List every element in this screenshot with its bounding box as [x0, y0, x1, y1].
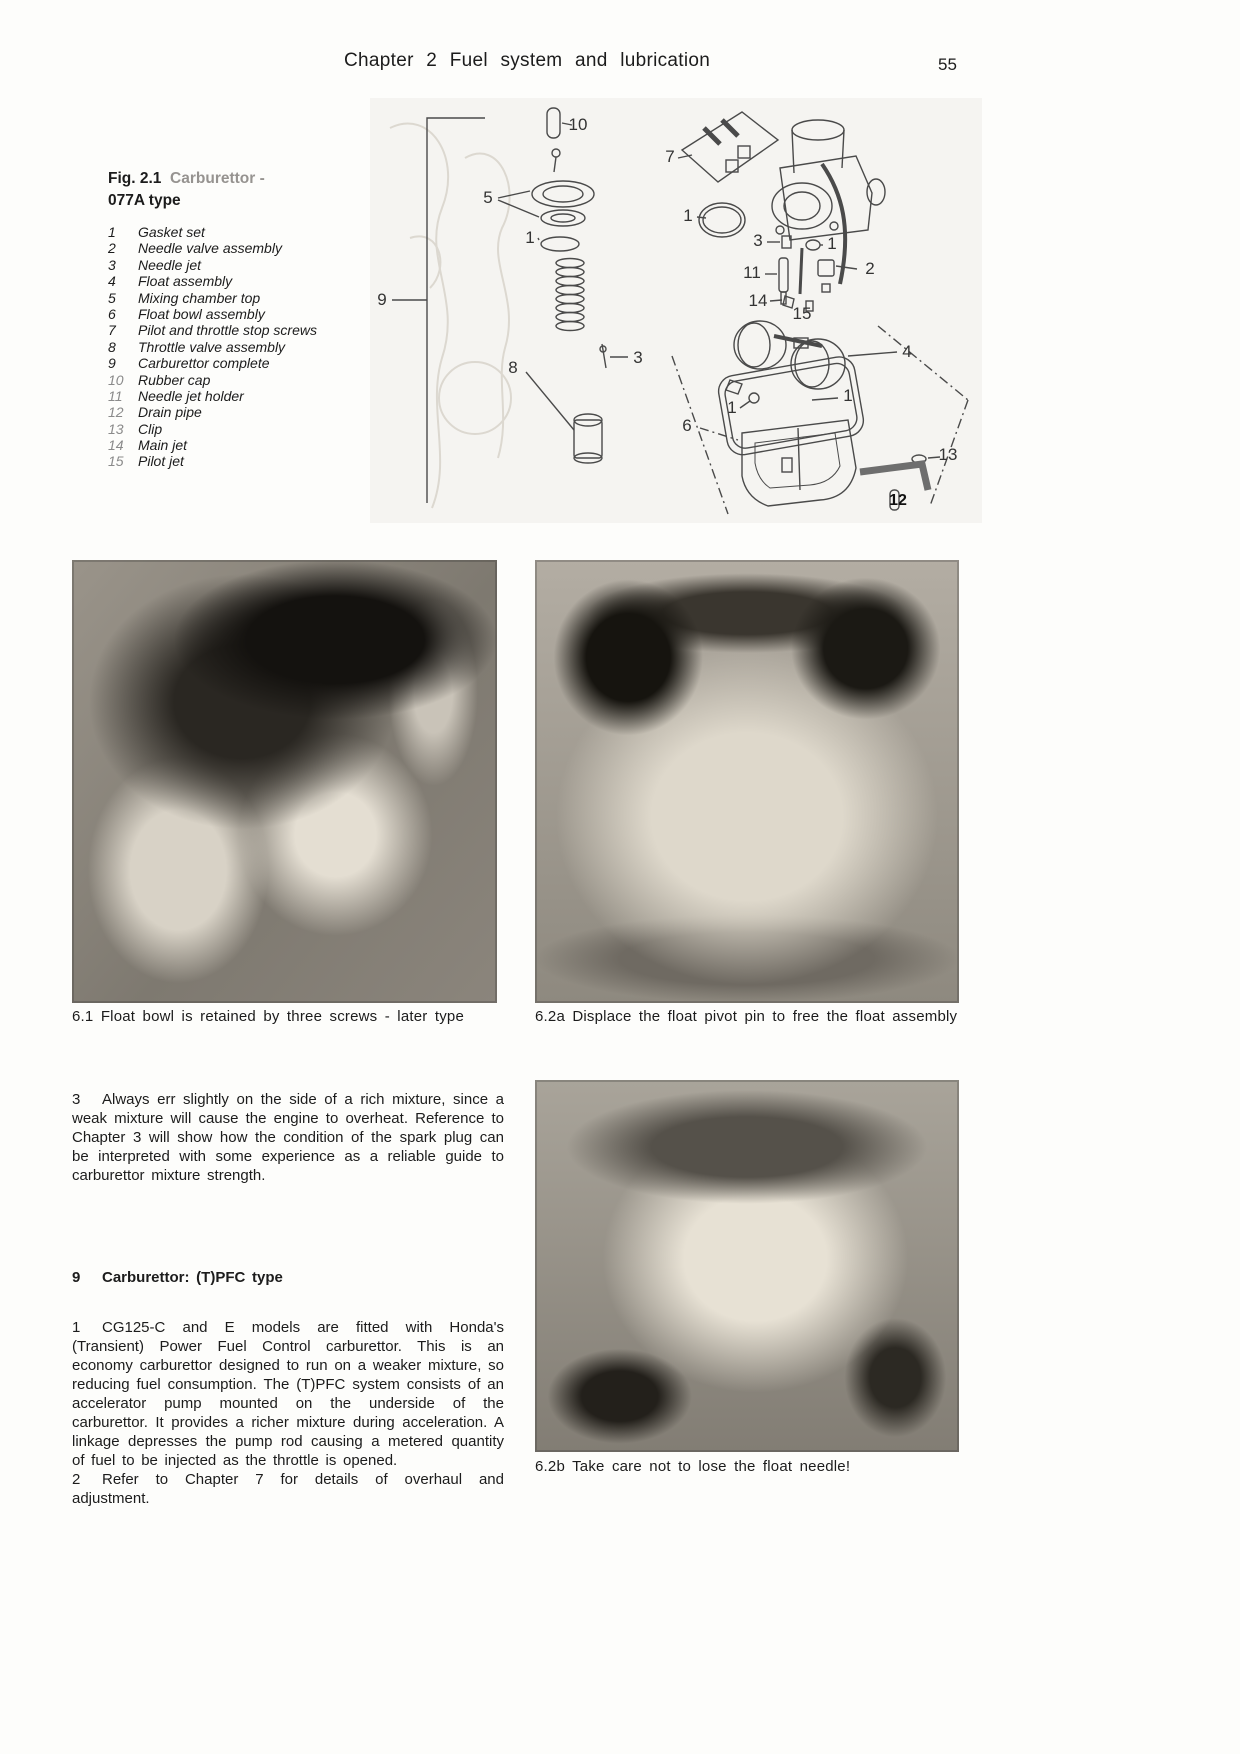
figure-caption-name: Carburettor - [170, 170, 265, 187]
part-label: Float bowl assembly [138, 305, 265, 322]
part-label: Pilot and throttle stop screws [138, 322, 317, 339]
section-9-heading [72, 1268, 504, 1287]
part-number: 1 [108, 224, 116, 240]
parts-list-item [108, 404, 317, 420]
parts-list-item [108, 355, 317, 371]
part-label: Needle valve assembly [138, 240, 282, 257]
figure-caption-prefix: Fig. 2.1 [108, 170, 162, 187]
paragraph-text: Always err slightly on the side of a rich mixture, since a weak mixture will cause the engine to overheat. Reference to Chapter 3 will show how the condition of the spark plug can be interpreted with some experience as a reliable guide to carburettor mixture strength. [72, 1091, 504, 1184]
part-number: 13 [108, 420, 124, 437]
diagram-callout-number: 14 [748, 291, 768, 310]
part-label: Pilot jet [138, 453, 184, 470]
part-label: Drain pipe [138, 404, 202, 421]
paragraph-number: 2 [72, 1471, 81, 1488]
part-number: 9 [108, 355, 116, 372]
diagram-callout-number: 5 [483, 188, 493, 207]
diagram-callout-number: 9 [377, 290, 387, 309]
photo-float-pivot-pin [535, 560, 959, 1003]
diagram-callout-number: 1 [683, 206, 693, 225]
paragraph-2 [72, 1470, 504, 1508]
part-label: Mixing chamber top [138, 289, 261, 306]
caption-6-1: 6.1 Float bowl is retained by three screws - later type [72, 1008, 464, 1025]
paragraph-3 [72, 1090, 504, 1185]
part-label: Gasket set [138, 224, 205, 240]
diagram-callout-number: 3 [753, 231, 763, 250]
parts-list-item [108, 257, 317, 273]
exploded-diagram-carburettor [370, 98, 982, 523]
paragraph-number: 3 [72, 1091, 81, 1108]
parts-list-item [108, 306, 317, 322]
photo-float-bowl-retained [72, 560, 497, 1003]
part-number: 6 [108, 305, 116, 322]
parts-list-item [108, 437, 317, 453]
page-number: 55 [938, 55, 957, 74]
exploded-diagram-art [370, 98, 982, 523]
parts-list-item [108, 421, 317, 437]
diagram-callout-number: 11 [743, 263, 761, 282]
part-label: Main jet [138, 437, 188, 454]
part-number: 10 [108, 371, 124, 388]
figure-caption [108, 168, 265, 212]
part-label: Throttle valve assembly [138, 338, 286, 355]
part-number: 4 [108, 273, 116, 290]
parts-list-item [108, 240, 317, 256]
paragraph-number: 1 [72, 1319, 81, 1336]
section-number: 9 [72, 1269, 81, 1286]
photo-float-needle [535, 1080, 959, 1452]
diagram-callout-number: 1 [827, 234, 837, 253]
parts-list-item [108, 388, 317, 404]
parts-list-item [108, 453, 317, 469]
diagram-callout-number: 4 [902, 342, 912, 361]
parts-list-item [108, 273, 317, 289]
page-title: Chapter 2 Fuel system and lubrication [344, 50, 711, 71]
part-number: 12 [108, 404, 124, 421]
caption-6-2b: 6.2b Take care not to lose the float needle! [535, 1458, 851, 1475]
parts-list-item [108, 224, 317, 240]
part-number: 8 [108, 338, 116, 355]
diagram-callout-number: 2 [865, 259, 875, 278]
part-number: 15 [108, 453, 124, 470]
part-number: 3 [108, 256, 116, 273]
part-label: Carburettor complete [138, 355, 270, 372]
parts-list-item [108, 339, 317, 355]
part-number: 2 [108, 240, 116, 257]
paragraph-text: Refer to Chapter 7 for details of overhaul and adjustment. [72, 1471, 504, 1507]
diagram-callout-number: 1 [843, 386, 853, 405]
figure-caption-type: 077A type [108, 192, 181, 209]
parts-list-item [108, 290, 317, 306]
diagram-callout-number: 6 [682, 416, 692, 435]
diagram-callout-number: 1 [727, 398, 737, 417]
part-number: 14 [108, 437, 124, 454]
section-title: Carburettor: (T)PFC type [102, 1269, 283, 1286]
diagram-callout-number: 7 [665, 147, 675, 166]
diagram-callout-number: 15 [792, 304, 812, 323]
diagram-callout-number: 8 [508, 358, 518, 377]
part-label: Rubber cap [138, 371, 211, 388]
part-number: 11 [108, 387, 123, 404]
paragraph-text: CG125-C and E models are fitted with Honda's (Transient) Power Fuel Control carburettor. This is an economy carburettor designed to run on a weaker mixture, so reducing fuel consumption. The (T)PFC system consists of an accelerator pump mounted on the underside of the carburettor. It provides a richer mixture during acceleration. A linkage depresses the pump rod causing a metered quantity of fuel to be injected as the throttle is opened. [72, 1319, 504, 1469]
parts-list-item [108, 372, 317, 388]
diagram-callout-number: 12 [889, 492, 907, 509]
caption-6-2a: 6.2a Displace the float pivot pin to free the float assembly [535, 1008, 958, 1025]
diagram-callout-number: 10 [568, 115, 588, 134]
diagram-callout-number: 13 [938, 445, 958, 464]
parts-list [108, 224, 317, 470]
paragraph-1 [72, 1318, 504, 1470]
part-number: 5 [108, 289, 116, 306]
diagram-callout-number: 3 [633, 348, 643, 367]
part-label: Float assembly [138, 273, 233, 290]
paragraphs-1-2 [72, 1318, 504, 1508]
part-label: Clip [138, 420, 163, 437]
part-label: Needle jet [138, 256, 202, 273]
diagram-callout-number: 1 [525, 228, 535, 247]
part-label: Needle jet holder [138, 387, 244, 404]
parts-list-item [108, 322, 317, 338]
part-number: 7 [108, 322, 116, 339]
